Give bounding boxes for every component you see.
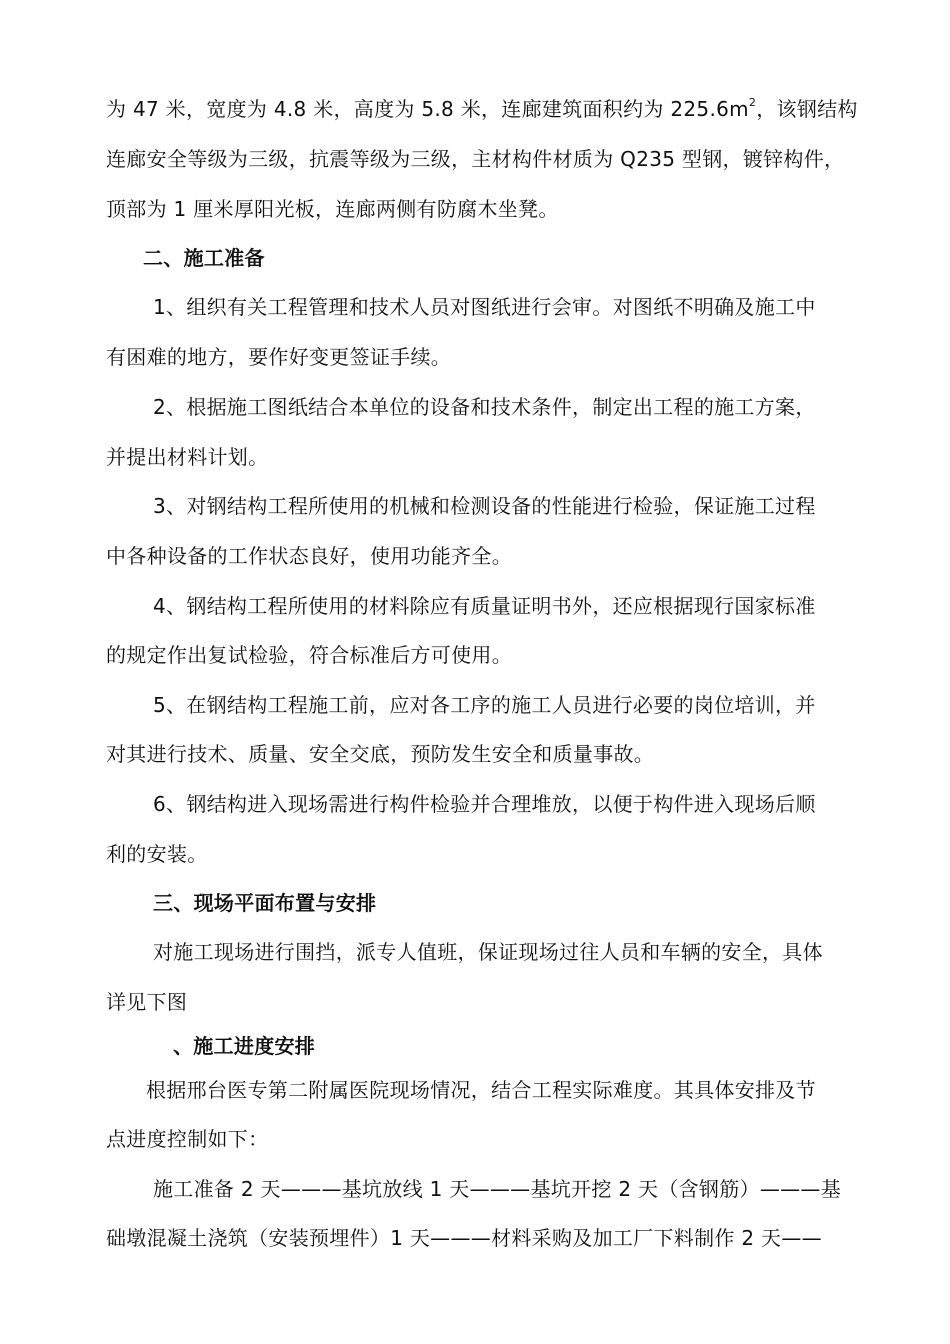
intro-line-3: 顶部为 1 厘米厚阳光板，连廊两侧有防腐木坐凳。 — [106, 197, 559, 221]
intro-line-1 — [106, 96, 858, 122]
section-2-item-5-line-2: 对其进行技术、质量、安全交底，预防发生安全和质量事故。 — [106, 742, 655, 766]
section-2-item-4-line-2: 的规定作出复试检验，符合标准后方可使用。 — [106, 643, 512, 667]
section-4-para-2-line-1: 施工准备 2 天———基坑放线 1 天———基坑开挖 2 天（含钢筋）———基 — [153, 1177, 842, 1201]
section-4-para-1-line-1: 根据邢台医专第二附属医院现场情况，结合工程实际难度。其具体安排及节 — [146, 1078, 816, 1102]
section-2-item-1-line-2: 有困难的地方，要作好变更签证手续。 — [106, 345, 452, 369]
section-2-item-3-line-1: 3、对钢结构工程所使用的机械和检测设备的性能进行检验，保证施工过程 — [153, 494, 816, 518]
section-2-item-5-line-1: 5、在钢结构工程施工前，应对各工序的施工人员进行必要的岗位培训，并 — [153, 693, 816, 717]
section-3-heading: 三、现场平面布置与安排 — [153, 891, 377, 915]
intro-line-1-tail: ，该钢结构 — [756, 97, 858, 121]
section-2-item-2-line-1: 2、根据施工图纸结合本单位的设备和技术条件，制定出工程的施工方案， — [153, 395, 816, 419]
section-2-item-4-line-1: 4、钢结构工程所使用的材料除应有质量证明书外，还应根据现行国家标准 — [153, 594, 816, 618]
intro-line-1-text: 为 47 米，宽度为 4.8 米，高度为 5.8 米，连廊建筑面积约为 225.6m — [106, 97, 749, 121]
section-4-para-2-line-2: 础墩混凝土浇筑（安装预埋件）1 天———材料采购及加工厂下料制作 2 天—— — [106, 1226, 822, 1250]
superscript-2: 2 — [748, 96, 757, 110]
section-4-heading: 、施工进度安排 — [173, 1034, 316, 1058]
section-3-para-line-1: 对施工现场进行围挡，派专人值班，保证现场过往人员和车辆的安全，具体 — [153, 940, 823, 964]
section-2-item-6-line-2: 利的安装。 — [106, 842, 208, 866]
intro-line-2: 连廊安全等级为三级，抗震等级为三级，主材构件材质为 Q235 型钢，镀锌构件， — [106, 147, 845, 171]
section-4-para-1-line-2: 点进度控制如下： — [106, 1127, 269, 1151]
section-2-item-3-line-2: 中各种设备的工作状态良好，使用功能齐全。 — [106, 544, 512, 568]
section-2-heading: 二、施工准备 — [143, 246, 265, 270]
section-3-para-line-2: 详见下图 — [106, 990, 188, 1014]
section-2-item-6-line-1: 6、钢结构进入现场需进行构件检验并合理堆放，以便于构件进入现场后顺 — [153, 792, 816, 816]
section-2-item-2-line-2: 并提出材料计划。 — [106, 445, 269, 469]
section-2-item-1-line-1: 1、组织有关工程管理和技术人员对图纸进行会审。对图纸不明确及施工中 — [153, 295, 816, 319]
